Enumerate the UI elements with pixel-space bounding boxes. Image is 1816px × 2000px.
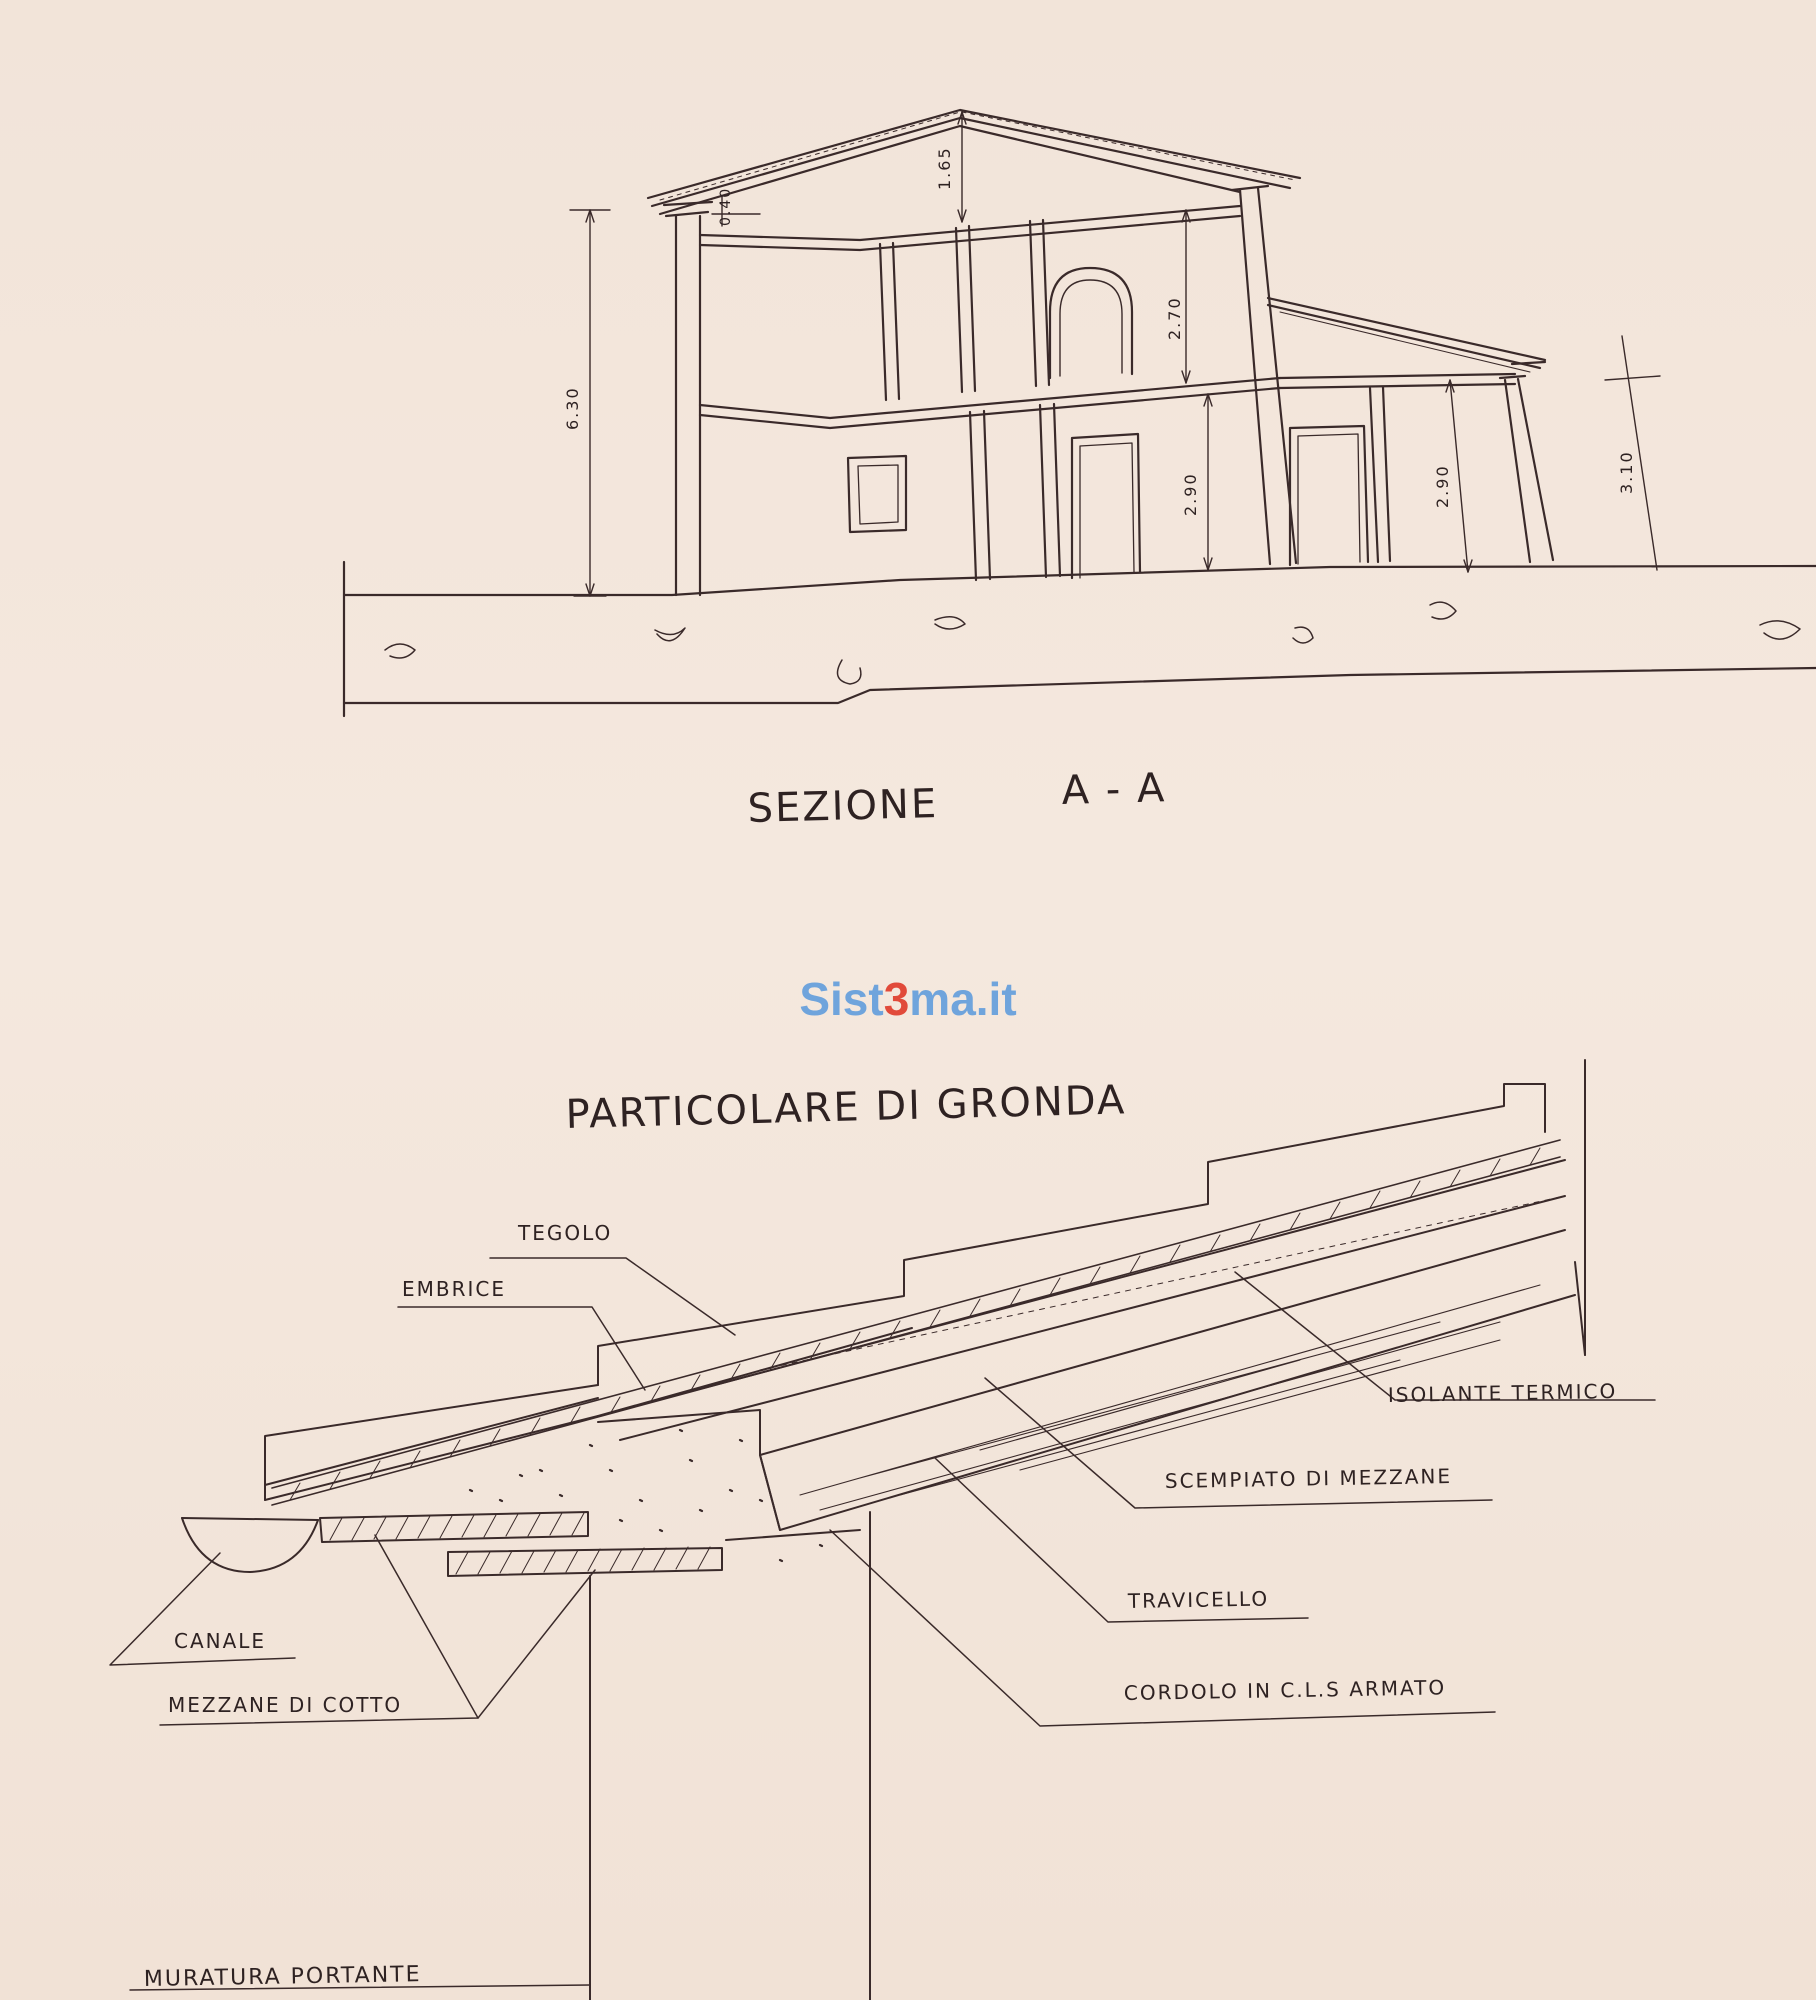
dim-roof-rise: 1.65 [935,146,954,190]
label-muratura-portante: MURATURA PORTANTE [143,1962,422,1992]
watermark-suffix: ma.it [909,973,1017,1025]
watermark-prefix: Sist [799,973,884,1025]
dim-porch-side: 3.10 [1617,450,1636,494]
section-title [747,765,1167,832]
eave-detail-drawing [182,1060,1585,2000]
dim-overall-height: 6.30 [563,386,582,430]
watermark [0,972,1816,1026]
detail-title: PARTICOLARE DI GRONDA [565,1077,1127,1138]
dim-ground-floor-porch: 2.90 [1433,464,1452,508]
eave-detail-leaders [110,1258,1655,1990]
label-tegolo: TEGOLO [518,1221,613,1245]
watermark-accent: 3 [883,973,910,1025]
label-scempiato-di-mezzane: SCEMPIATO DI MEZZANE [1164,1463,1453,1493]
label-canale: CANALE [174,1629,267,1653]
label-mezzane-di-cotto: MEZZANE DI COTTO [168,1693,403,1717]
section-dimension-labels [563,146,1636,516]
label-cordolo: CORDOLO IN C.L.S ARMATO [1123,1675,1447,1705]
section-title-word: SEZIONE [747,781,939,832]
label-travicello: TRAVICELLO [1127,1586,1270,1613]
dim-eave-small: 0.40 [718,186,734,226]
label-isolante-termico: ISOLANTE TERMICO [1387,1378,1618,1407]
section-title-code: A - A [1061,765,1167,814]
label-embrice: EMBRICE [402,1277,507,1301]
eave-detail-title [565,1077,1127,1138]
dim-ground-floor-center: 2.90 [1181,472,1200,516]
section-dimension-lines [570,112,1660,596]
dim-upper-floor: 2.70 [1165,296,1184,340]
